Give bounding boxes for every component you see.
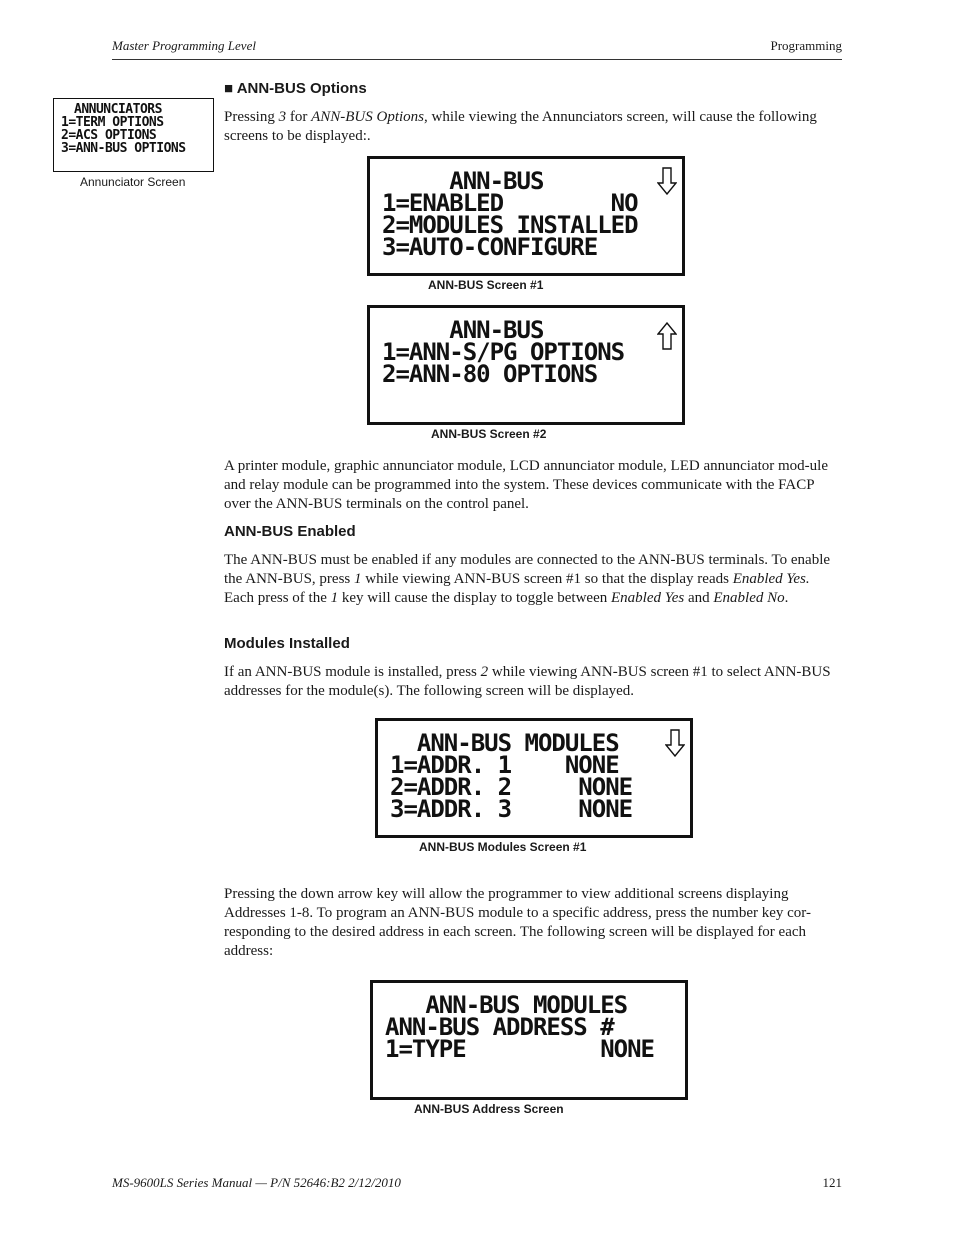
modules-paragraph: A printer module, graphic annunciator module, LCD annunciator module, LED annunciator mod-ule and relay module can be programmed into the system. These devices communicate with the FACP over the ANN-BUS terminals on the control panel. — [224, 458, 828, 512]
bullet-square-icon: ■ — [224, 80, 234, 97]
down-arrow-icon — [665, 729, 685, 757]
lcd-line: 1=ENABLED NO — [382, 189, 638, 217]
lcd-line: 1=ADDR. 1 NONE — [390, 751, 619, 779]
annunciator-lcd-screen — [53, 98, 214, 172]
down-arrow-icon — [657, 167, 677, 195]
up-arrow-icon — [657, 322, 677, 350]
lcd-line: ANN-BUS — [382, 167, 544, 195]
lcd-line: 2=ACS OPTIONS — [61, 128, 157, 143]
lcd-line: 3=AUTO-CONFIGURE — [382, 233, 598, 261]
screen-4-caption: ANN-BUS Address Screen — [414, 1102, 564, 1116]
lcd-line: ANN-BUS MODULES — [385, 991, 628, 1019]
ann-bus-modules-screen-1 — [375, 718, 693, 838]
lcd-line: 1=ANN-S/PG OPTIONS — [382, 338, 625, 366]
lcd-line: 3=ANN-BUS OPTIONS — [61, 141, 186, 156]
ann-bus-screen-2 — [367, 305, 685, 425]
running-header-section: Programming — [770, 38, 842, 53]
running-header-title: Master Programming Level — [112, 38, 256, 53]
header-rule — [112, 59, 842, 60]
screen-3-caption: ANN-BUS Modules Screen #1 — [419, 840, 587, 854]
section-heading — [224, 80, 367, 97]
screen-1-caption: ANN-BUS Screen #1 — [428, 278, 544, 292]
lcd-line: ANN-BUS MODULES — [390, 729, 619, 757]
lcd-line: ANNUNCIATORS — [74, 102, 162, 117]
lcd-line: 1=TERM OPTIONS — [61, 115, 164, 130]
ann-bus-screen-1 — [367, 156, 685, 276]
lcd-line: 3=ADDR. 3 NONE — [390, 795, 633, 823]
annunciator-screen-caption: Annunciator Screen — [80, 175, 186, 189]
screen-2-caption: ANN-BUS Screen #2 — [431, 427, 547, 441]
lcd-line: 2=MODULES INSTALLED — [382, 211, 638, 239]
enabled-paragraph: The ANN-BUS must be enabled if any modules are connected to the ANN-BUS terminals. To enable the ANN-BUS, press 1 while viewing ANN-BUS screen #1 so that the display reads Enabled Yes. Each press of the 1 key will cause the display to toggle between Enabled Yes and Enabled No. — [224, 552, 831, 606]
installed-paragraph: If an ANN-BUS module is installed, press 2 while viewing ANN-BUS screen #1 to select ANN-BUS addresses for the module(s). The following screen will be displayed. — [224, 664, 831, 699]
intro-paragraph: Pressing 3 for ANN-BUS Options, while viewing the Annunciators screen, will cause the following screens to be displayed:. — [224, 109, 817, 144]
enabled-heading: ANN-BUS Enabled — [224, 523, 356, 540]
lcd-line: 1=TYPE NONE — [385, 1035, 654, 1063]
ann-bus-address-screen — [370, 980, 688, 1100]
lcd-line: ANN-BUS ADDRESS # — [385, 1013, 614, 1041]
lcd-line: ANN-BUS — [382, 316, 544, 344]
section-heading-text: ANN-BUS Options — [236, 80, 367, 97]
down-arrow-paragraph: Pressing the down arrow key will allow the programmer to view additional screens displaying Addresses 1-8. To program an ANN-BUS module to a specific address, press the number key cor-responding to the desired address in each screen. The following screen will be displayed for each address: — [224, 886, 811, 959]
lcd-line: 2=ANN-80 OPTIONS — [382, 360, 598, 388]
page-number: 121 — [822, 1175, 842, 1190]
footer-manual-info: MS-9600LS Series Manual — P/N 52646:B2 2/12/2010 — [112, 1175, 401, 1190]
lcd-line: 2=ADDR. 2 NONE — [390, 773, 633, 801]
installed-heading: Modules Installed — [224, 635, 350, 652]
